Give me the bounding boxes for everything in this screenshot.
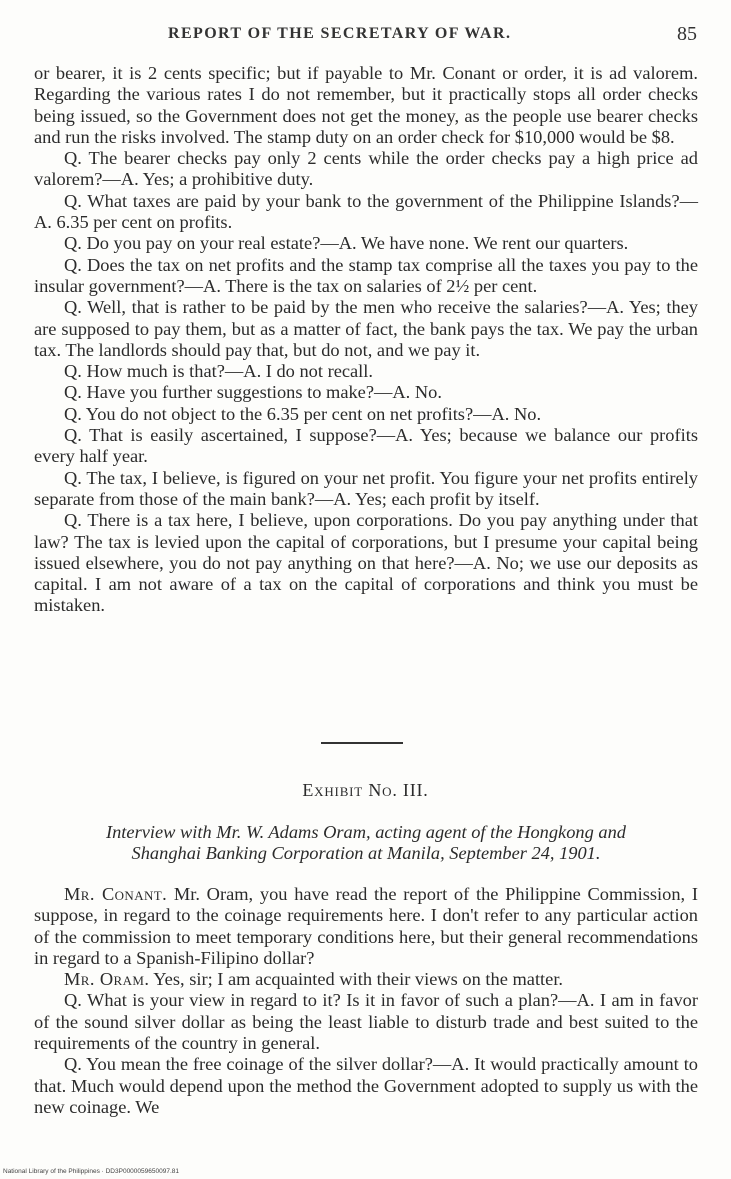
paragraph: Q. How much is that?—A. I do not recall. [64,361,373,382]
exhibit-heading: Exhibit No. III. [302,780,429,800]
archive-stamp: National Library of the Philippines · DD3P0000059650097.81 [3,1168,179,1175]
paragraph [34,884,698,969]
exhibit-interview [34,884,698,1118]
subtitle-line: Interview with Mr. W. Adams Oram, acting agent of the Hongkong and [105,822,626,842]
paragraph: Q. Well, that is rather to be paid by the men who receive the salaries?—A. Yes; they are supposed to pay them, but as a matter of fact, the bank pays the tax. We pay the urban tax. The landlords should pay that, but do not, and we pay it. [34,297,698,360]
interview-continuation [34,63,698,617]
speaker-name: Mr. Oram. [64,969,150,990]
speech-text: Mr. Oram, you have read the report of the Philippine Commission, I suppose, in regard to the coinage requirements here. I don't refer to any particular action of the commission to meet temporary conditions here, but their general recommendations in regard to a Spanish-Filipino dollar? [34,884,698,968]
speech-text: Yes, sir; I am acquainted with their views on the matter. [149,969,564,990]
running-head: REPORT OF THE SECRETARY OF WAR. [168,25,512,42]
section-divider [321,742,403,744]
exhibit-subtitle [34,822,698,864]
paragraph: or bearer, it is 2 cents specific; but if payable to Mr. Conant or order, it is ad valorem. Regarding the various rates I do not remember, but it practically stops all order checks being issued, so the Government does not get the money, as the people use bearer checks and run the risks involved. The stamp duty on an order check for $10,000 would be $8. [34,63,698,147]
paragraph: Q. You mean the free coinage of the silver dollar?—A. It would practically amount to that. Much would depend upon the method the Government adopted to supply us with the new coinage. We [34,1054,698,1117]
paragraph: Q. You do not object to the 6.35 per cent on net profits?—A. No. [64,403,542,424]
paragraph: Q. That is easily ascertained, I suppose?—A. Yes; because we balance our profits every half year. [34,425,698,467]
paragraph: Q. Have you further suggestions to make?—A. No. [64,382,442,403]
paragraph: Q. Does the tax on net profits and the stamp tax comprise all the taxes you pay to the insular government?—A. There is the tax on salaries of 2½ per cent. [34,254,698,296]
page-number: 85 [677,23,697,45]
paragraph: Q. There is a tax here, I believe, upon corporations. Do you pay anything under that law? The tax is levied upon the capital of corporations, but I presume your capital being issued elsewhere, you do not pay anything on that here?—A. No; we use our deposits as capital. I am not aware of a tax on the capital of corporations and think you must be mistaken. [34,510,698,616]
paragraph: Q. What is your view in regard to it? Is it in favor of such a plan?—A. I am in favor of the sound silver dollar as being the least liable to disturb trade and best suited to the requirements of the country in general. [34,990,698,1054]
paragraph: Q. What taxes are paid by your bank to the government of the Philippine Islands?—A. 6.35 per cent on profits. [34,190,698,233]
paragraph: Q. Do you pay on your real estate?—A. We have none. We rent our quarters. [64,233,629,254]
speaker-name: Mr. Conant. [64,884,168,904]
paragraph: Q. The bearer checks pay only 2 cents while the order checks pay a high price ad valorem?—A. Yes; a prohibitive duty. [34,148,698,190]
subtitle-line: Shanghai Banking Corporation at Manila, September 24, 1901. [131,843,601,863]
paragraph [34,969,698,990]
paragraph: Q. The tax, I believe, is figured on your net profit. You figure your net profits entirely separate from those of the main bank?—A. Yes; each profit by itself. [34,467,698,509]
